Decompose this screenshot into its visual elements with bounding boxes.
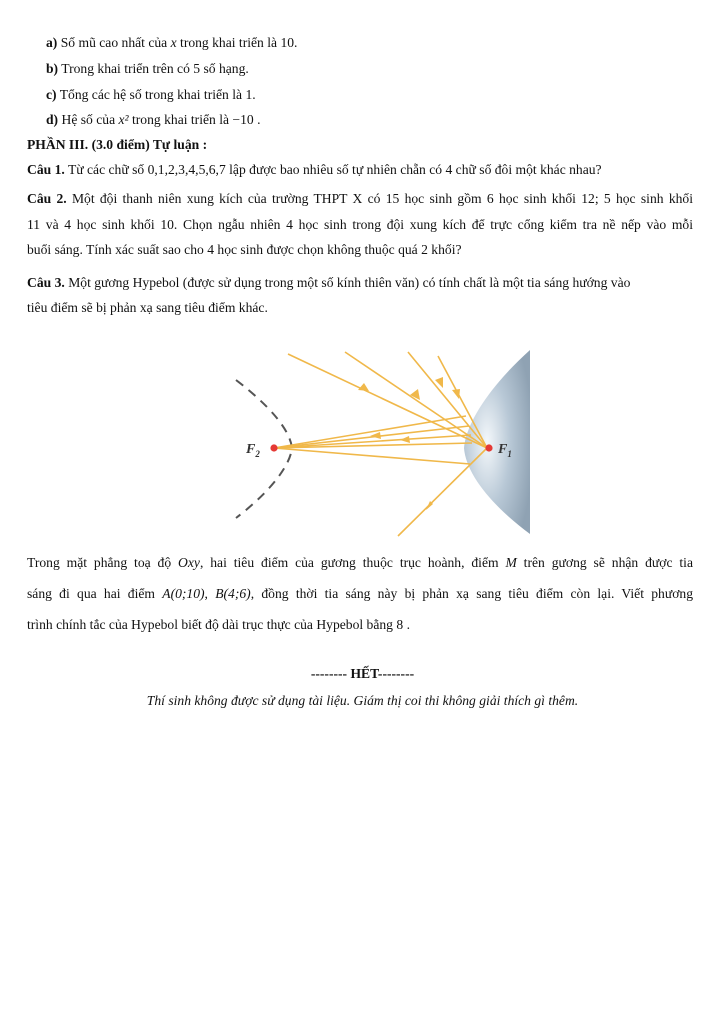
question-text: Một gương Hypebol (được sử dụng trong một số kính thiên văn) có tính chất là một tia sáng hướng vào xyxy=(68,275,631,290)
text: sáng đi qua hai điểm xyxy=(27,586,163,601)
point-b: B(4;6) xyxy=(215,586,251,601)
math-var: x xyxy=(170,35,177,50)
question-3b-line2 xyxy=(27,586,693,602)
arrow-icon xyxy=(400,436,410,443)
section-heading: PHẦN III. (3.0 điểm) Tự luận : xyxy=(27,137,208,152)
option-label: b) xyxy=(46,61,59,76)
option-label: a) xyxy=(46,35,58,50)
option-text: trong khai triển là −10 . xyxy=(128,112,261,127)
option-label: d) xyxy=(46,112,59,127)
focus-f2-point xyxy=(270,444,277,451)
option-a xyxy=(46,35,297,51)
question-label: Câu 1. xyxy=(27,162,65,177)
arrow-icon xyxy=(452,389,460,399)
question-3-line2: tiêu điểm sẽ bị phản xạ sang tiêu điểm khác. xyxy=(27,300,268,315)
question-2-line3: buổi sáng. Tính xác suất sao cho 4 học sinh được chọn không thuộc quá 2 khối? xyxy=(27,242,462,257)
question-3b-line3: trình chính tắc của Hypebol biết độ dài trục thực của Hypebol bằng 8 . xyxy=(27,617,410,632)
text: Trong mặt phẳng toạ độ xyxy=(27,555,179,570)
exam-note: Thí sinh không được sử dụng tài liệu. Giám thị coi thi không giải thích gì thêm. xyxy=(146,693,579,708)
incoming-ray xyxy=(345,352,487,448)
end-marker: -------- HẾT-------- xyxy=(310,666,415,681)
text: , hai tiêu điểm của gương thuộc trục hoành, điểm xyxy=(199,555,506,570)
question-label: Câu 3. xyxy=(27,275,65,290)
incoming-ray xyxy=(408,352,487,448)
incoming-ray xyxy=(288,354,487,448)
focus-f1-point xyxy=(485,444,492,451)
hyperbola-mirror-figure xyxy=(230,344,530,544)
option-b xyxy=(46,61,249,77)
question-label: Câu 2. xyxy=(27,191,67,206)
text: , xyxy=(204,586,216,601)
math-var: x² xyxy=(118,112,129,127)
text: , đồng thời tia sáng này bị phản xạ sang tiêu điểm còn lại. Viết phương xyxy=(250,586,694,601)
f1-label: $F_1$ xyxy=(498,442,512,459)
question-3-line1 xyxy=(27,275,630,291)
question-2-line2: 11 và 4 học sinh khối 10. Chọn ngẫu nhiên 4 học sinh trong đội xung kích để trực cổng kiểm tra nề nếp vào mỗi xyxy=(27,217,693,232)
f2-label: $F_2$ xyxy=(246,442,260,459)
option-text: trong khai triển là 10. xyxy=(176,35,298,50)
arrow-icon xyxy=(410,389,420,400)
text: trên gương sẽ nhận được tia xyxy=(516,555,693,570)
option-text: Trong khai triển trên có 5 số hạng. xyxy=(61,61,249,76)
incoming-ray xyxy=(438,356,487,448)
math-var: M xyxy=(505,555,517,570)
question-2-line1 xyxy=(27,191,693,207)
arrow-icon xyxy=(370,432,381,439)
question-1 xyxy=(27,162,602,178)
math-var: Oxy xyxy=(178,555,200,570)
light-rays xyxy=(274,352,487,536)
option-text: Tổng các hệ số trong khai triển là 1. xyxy=(59,87,256,102)
option-d xyxy=(46,112,260,128)
question-3b-line1 xyxy=(27,555,693,571)
option-c xyxy=(46,87,256,103)
option-label: c) xyxy=(46,87,57,102)
question-text: Từ các chữ số 0,1,2,3,4,5,6,7 lập được bao nhiêu số tự nhiên chẵn có 4 chữ số đôi một khác nhau? xyxy=(67,162,602,177)
option-text: Số mũ cao nhất của xyxy=(60,35,171,50)
question-text: Một đội thanh niên xung kích của trường THPT X có 15 học sinh gồm 6 học sinh khối 12; 5 học sinh khối xyxy=(71,191,693,206)
option-text: Hệ số của xyxy=(61,112,119,127)
reflected-ray xyxy=(274,448,470,464)
point-a: A(0;10) xyxy=(162,586,205,601)
